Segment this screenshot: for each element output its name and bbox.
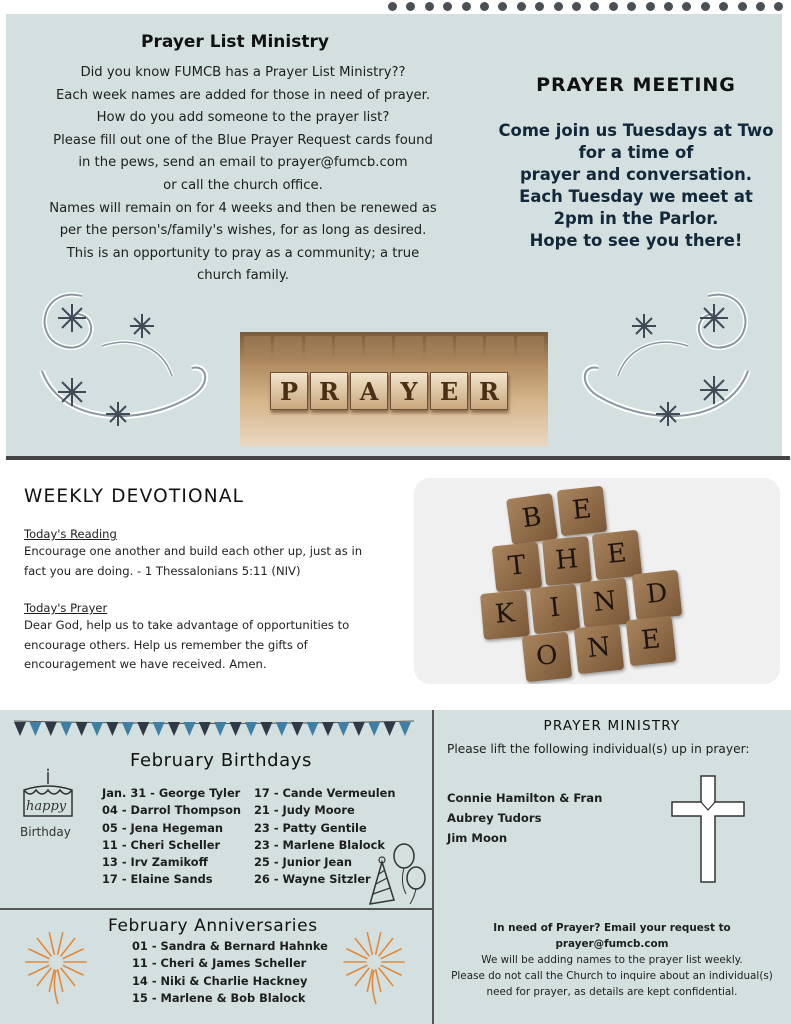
prayer-list-line: Names will remain on for 4 weeks and then be renewed as [49,200,437,216]
reading-line: fact you are doing. - 1 Thessalonians 5:11 (NIV) [24,563,301,578]
letter-tile: E [592,530,643,581]
prayer-names-list [447,788,602,849]
dot [572,2,581,11]
prayer-ministry-subtitle: Please lift the following individual(s) up in prayer: [447,742,750,756]
prayer-list-line: per the person's/family's wishes, for as long as desired. [59,223,427,239]
dot [682,2,691,11]
dot [609,2,618,11]
letter-tile: K [480,590,530,640]
prayer-list-line: Please fill out one of the Blue Prayer Request cards found [53,132,433,148]
prayer-meeting-line: prayer and conversation. [519,165,753,184]
letter-block: A [350,372,388,410]
dot [590,2,599,11]
pennant-flag [76,722,88,736]
dot [517,2,526,11]
birthday-item: 17 - Cande Vermeulen [254,786,396,800]
letter-tile: B [506,493,558,545]
dot [443,2,452,11]
letter-block: R [470,372,508,410]
pennant-flag [384,722,396,736]
anniversary-item: 01 - Sandra & Bernard Hahnke [132,939,328,953]
dot [719,2,728,11]
letter-tile: N [574,624,625,675]
pennant-flag [230,722,242,736]
dot [664,2,673,11]
dot [646,2,655,11]
letter-tile: I [530,584,581,635]
prayer-text [24,616,394,675]
prayer-line: Dear God, help us to take advantage of opportunities to [24,618,350,632]
snowflake-swirl-left-icon [22,276,222,446]
note-line: We will be adding names to the prayer list weekly. [481,954,743,966]
reading-line: Encourage one another and build each other up, just as in [24,544,363,558]
prayer-meeting-line: Each Tuesday we meet at [519,187,753,206]
prayer-list-line: or call the church office. [163,177,323,193]
letter-tile: E [626,616,677,667]
prayer-list-line: in the pews, send an email to prayer@fumcb.com [78,155,408,171]
dot [406,2,415,11]
background-blocks [244,336,544,358]
prayer-meeting-line: for a time of [578,143,694,162]
pennant-flag [183,722,195,736]
letter-block: Y [390,372,428,410]
firework-ray [49,970,54,991]
birthday-item: 17 - Elaine Sands [102,872,213,887]
prayer-label: Today's Prayer [24,601,108,615]
birthday-item: 26 - Wayne Sitzler [254,872,371,887]
anniversary-item: 15 - Marlene & Bob Blalock [132,991,306,1006]
pennant-flag [214,722,226,736]
letter-block: E [430,372,468,410]
reading-label: Today's Reading [24,527,117,541]
prayer-meeting-line: 2pm in the Parlor. [553,209,719,228]
pennant-flag [260,722,272,736]
prayer-list-title: Prayer List Ministry [141,32,329,52]
dot [756,2,765,11]
pennant-flag [337,722,349,736]
firework-ray [376,970,381,991]
letter-block: P [270,372,308,410]
prayer-meeting-title: PRAYER MEETING [536,74,736,96]
pennant-flag [153,722,165,736]
letter-tile: N [580,578,631,629]
dot [701,2,710,11]
devotional-title: WEEKLY DEVOTIONAL [24,486,245,507]
dot [554,2,563,11]
prayer-meeting-body [486,120,786,252]
pennant-flag [168,722,180,736]
firework-ray [49,933,54,954]
dot [425,2,434,11]
prayer-blocks-image [240,332,548,446]
dot [738,2,747,11]
pennant-flag [122,722,134,736]
snowflake-swirl-right-icon [568,276,768,446]
prayer-line: encouragement we have received. Amen. [24,657,267,672]
dot [498,2,507,11]
anniversary-item: 14 - Niki & Charlie Hackney [132,973,308,988]
prayer-ministry-title: PRAYER MINISTRY [543,718,681,734]
birthday-item: 04 - Darrol Thompson [102,803,242,818]
pennant-flag [291,722,303,736]
firework-trail [54,970,58,1004]
pennant-flag [368,722,380,736]
letter-tile: H [542,536,592,586]
pennant-flag [399,722,411,736]
prayer-meeting-line: Come join us Tuesdays at Two [498,121,774,140]
pennant-flag [14,722,26,736]
prayer-list-line: This is an opportunity to pray as a community; a true [66,245,420,261]
birthday-item: 23 - Patty Gentile [254,820,367,835]
cake-happy-text: happy [26,799,67,814]
pennant-flag [307,722,319,736]
prayer-request-note [433,920,791,1000]
prayer-word-blocks [270,372,508,410]
prayer-list-body [28,62,458,288]
cake-birthday-text: Birthday [20,825,71,839]
firework-ray [367,970,372,991]
pennant-flag [45,722,57,736]
birthdays-title: February Birthdays [130,750,312,771]
prayer-list-line: church family. [197,268,289,284]
birthday-item: 21 - Judy Moore [254,803,355,818]
anniversary-item: 11 - Cheri & James Scheller [132,956,307,971]
firework-left-icon [18,924,94,1008]
letter-tile: D [632,570,683,621]
prayer-name: Aubrey Tudors [447,811,542,826]
reading-text [24,542,394,581]
pennant-flag [29,722,41,736]
prayer-name: Connie Hamilton & Fran [447,791,603,805]
pennant-banner-icon [14,718,414,748]
prayer-list-line: Did you know FUMCB has a Prayer List Ministry?? [80,65,406,80]
firework-ray [58,933,63,954]
pennant-flag [60,722,72,736]
letter-tile: O [522,632,573,683]
note-email: prayer@fumcb.com [555,938,669,950]
birthday-cake-icon [16,766,80,846]
note-line: Please do not call the Church to inquire about an individual(s) [451,970,773,982]
dotted-border [380,0,791,14]
prayer-name: Jim Moon [447,831,508,846]
be-the-kind-one-image [414,478,780,684]
section-divider [6,456,790,460]
birthday-item: 25 - Junior Jean [254,855,353,870]
letter-tile: E [557,486,608,537]
letter-tile: T [492,542,543,593]
party-balloons-icon [364,842,430,908]
birthday-item: 23 - Marlene Blalock [254,837,385,852]
note-line: need for prayer, as details are kept confidential. [486,986,738,998]
dot [627,2,636,11]
prayer-line: encourage others. Help us remember the gifts of [24,637,308,652]
firework-right-icon [336,924,412,1008]
pennant-flag [199,722,211,736]
pennant-flag [106,722,118,736]
pennant-flag [137,722,149,736]
prayer-list-line: How do you add someone to the prayer list? [96,110,390,126]
prayer-list-line: Each week names are added for those in need of prayer. [55,87,431,103]
firework-ray [58,970,63,991]
dot [388,2,397,11]
note-line: In need of Prayer? Email your request to [493,922,731,934]
dot [462,2,471,11]
birthdays-column-1 [102,785,241,889]
birthday-item: 11 - Cheri Scheller [102,837,221,852]
birthday-item: Jan. 31 - George Tyler [102,786,241,800]
anniversaries-title: February Anniversaries [108,916,318,936]
birthday-item: 13 - Irv Zamikoff [102,855,208,870]
pennant-flag [353,722,365,736]
prayer-meeting-line: Hope to see you there! [529,231,743,250]
dot [535,2,544,11]
cross-icon [668,774,748,886]
firework-ray [367,933,372,954]
firework-ray [376,933,381,954]
dot [480,2,489,11]
firework-trail [372,970,376,1004]
pennant-flag [91,722,103,736]
anniversaries-list [132,938,328,1008]
birthday-item: 05 - Jena Hegeman [102,820,224,835]
pennant-flag [276,722,288,736]
letter-block: R [310,372,348,410]
celebrations-divider [0,908,433,910]
pennant-flag [322,722,334,736]
dot [774,2,783,11]
pennant-flag [245,722,257,736]
